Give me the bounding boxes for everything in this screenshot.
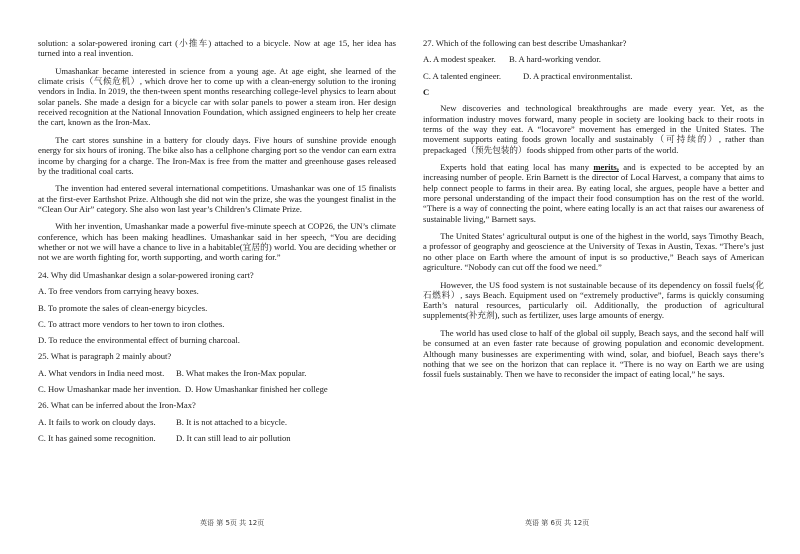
paragraph: The invention had entered several international competitions. Umashankar was one of 15 finalists at the first-ever Earthshot Prize. Although she did not win the prize, she was the youngest finalist in the “Clean Our Air” category. She also won last year’s Children’s Climate Prize. — [38, 183, 396, 214]
option-26b: B. It is not attached to a bicycle. — [176, 416, 287, 427]
option-27d: D. A practical environmentalist. — [523, 70, 633, 81]
underlined-word: merits, — [593, 162, 619, 172]
option-24a: A. To free vendors from carrying heavy boxes. — [38, 286, 199, 297]
paragraph: New discoveries and technological breakthroughs are made every year. Yet, as the information industry moves forward, many people in society are looking back to their roots in terms of the way they eat. A “locavore” movement has emerged in the United States. The movement supports eating foods grown locally and sustainably（可持续的）, rather than prepackaged（预先包装的）foods shipped from other parts of the world. — [423, 103, 764, 155]
right-column — [423, 38, 764, 387]
option-27c: C. A talented engineer. — [423, 70, 502, 81]
question-25: 25. What is paragraph 2 mainly about? — [38, 351, 172, 362]
option-24c: C. To attract more vendors to her town to iron clothes. — [38, 318, 225, 329]
options-26-cd — [38, 433, 396, 443]
option-25b: B. What makes the Iron-Max popular. — [176, 367, 307, 378]
paragraph: The United States’ agricultural output is one of the highest in the world, says Timothy Beach, a professor of geography and geoscience at the University of Texas in Austin, Texas. “There’s just no other place on Earth where the amount of input is so productive,” Beach says of American agriculture. “Nobody can cut off the food we need.” — [423, 231, 764, 272]
options-27-cd — [423, 71, 764, 81]
options-25-ab — [38, 368, 396, 378]
paragraph: The world has used close to half of the global oil supply, Beach says, and the second half will be consumed at an even faster rate because of growing population and economic development. Although many businesses are experimenting with wind, solar, and biofuel, Beach says there’s nothing that we see on the horizon that can replace it. “There is no way on Earth we are using fossil fuels sustainably. Then we have to reconsider the impact of eating local,” he says. — [423, 327, 764, 380]
option-26a: A. It fails to work on cloudy days. — [38, 416, 156, 427]
paragraph: The cart stores sunshine in a battery for cloudy days. Five hours of sunshine provide enough energy for six hours of ironing. The bike also has a cellphone charging port so the vendor can earn extra income by charging for a charge. The Iron-Max is free from the matter and greenhouse gases released by the traditional coal carts. — [38, 134, 396, 176]
paragraph — [423, 162, 764, 224]
option-25a: A. What vendors in India need most. — [38, 367, 165, 378]
text-segment: and is expected to be accepted by an increasing number of people. Erin Barnett is the director of Local Harvest, a company that aims to help connect people to farms in their area. By eating local, she argues, people have a better and more personal understanding of the impact their food consumption has on the rest of the world. “There is a way of connecting the point, where eating locally is an act that raises our awareness of sustainable living,” Barnett says. — [423, 162, 765, 224]
option-27b: B. A hard-working vendor. — [509, 54, 601, 65]
options-27-ab — [423, 54, 764, 64]
option-26c: C. It has gained some recognition. — [38, 433, 156, 443]
text-segment: Experts hold that eating local has many — [440, 162, 594, 172]
paragraph: With her invention, Umashankar made a powerful five-minute speech at COP26, the UN’s climate conference, which has been making headlines. Umashankar said in her speech, “You are deciding whether or not we will have a chance to live in a habitable(宜居的) world. You are deciding whether or not we are worth fighting for, worth supporting, and worth caring for.” — [38, 221, 396, 263]
option-24b: B. To promote the sales of clean-energy bicycles. — [38, 302, 208, 313]
paragraph: solution: a solar-powered ironing cart (小推车) attached to a bicycle. Now at age 15, her idea has turned into a real invention. — [38, 38, 396, 59]
question-27: 27. Which of the following can best describe Umashankar? — [423, 38, 627, 48]
question-24: 24. Why did Umashankar design a solar-powered ironing cart? — [38, 269, 254, 280]
option-25c: C. How Umashankar made her invention. — [38, 384, 181, 395]
page-footer-left: 英语 第 5页 共 12页 — [200, 519, 265, 527]
options-26-ab — [38, 417, 396, 427]
option-25d: D. How Umashankar finished her college — [184, 384, 328, 395]
option-26d: D. It can still lead to air pollution — [176, 433, 291, 443]
page-footer-right: 英语 第 6页 共 12页 — [525, 519, 590, 527]
option-24d: D. To reduce the environmental effect of burning charcoal. — [38, 335, 240, 346]
section-heading: C — [423, 86, 430, 97]
left-column — [38, 38, 396, 449]
question-26: 26. What can be inferred about the Iron-Max? — [38, 400, 196, 411]
paragraph: Umashankar became interested in science from a young age. At age eight, she learned of the climate crisis（气候危机）, which drove her to come up with a clean-energy solution to the ironing vendors in India. In 2019, the then-tween spent months researching college-level physics to learn about solar panels. She made a design for a bicycle car with solar panels to power a steam iron. Her design received recognition at the National Innovation Foundation, which assigned engineers to help her create the cart, known as the Iron-Max. — [38, 65, 396, 128]
paragraph: However, the US food system is not sustainable because of its dependency on fossil fuels(化石燃料）, says Beach. Equipment used on “extremely productive”, farms is quickly consuming Earth’s natural resources, particularly oil. Additionally, the production of agricultural supplements(补充剂), such as fertilizer, uses large amounts of energy. — [423, 279, 764, 321]
options-25-cd — [38, 384, 396, 394]
option-27a: A. A modest speaker. — [423, 54, 496, 65]
